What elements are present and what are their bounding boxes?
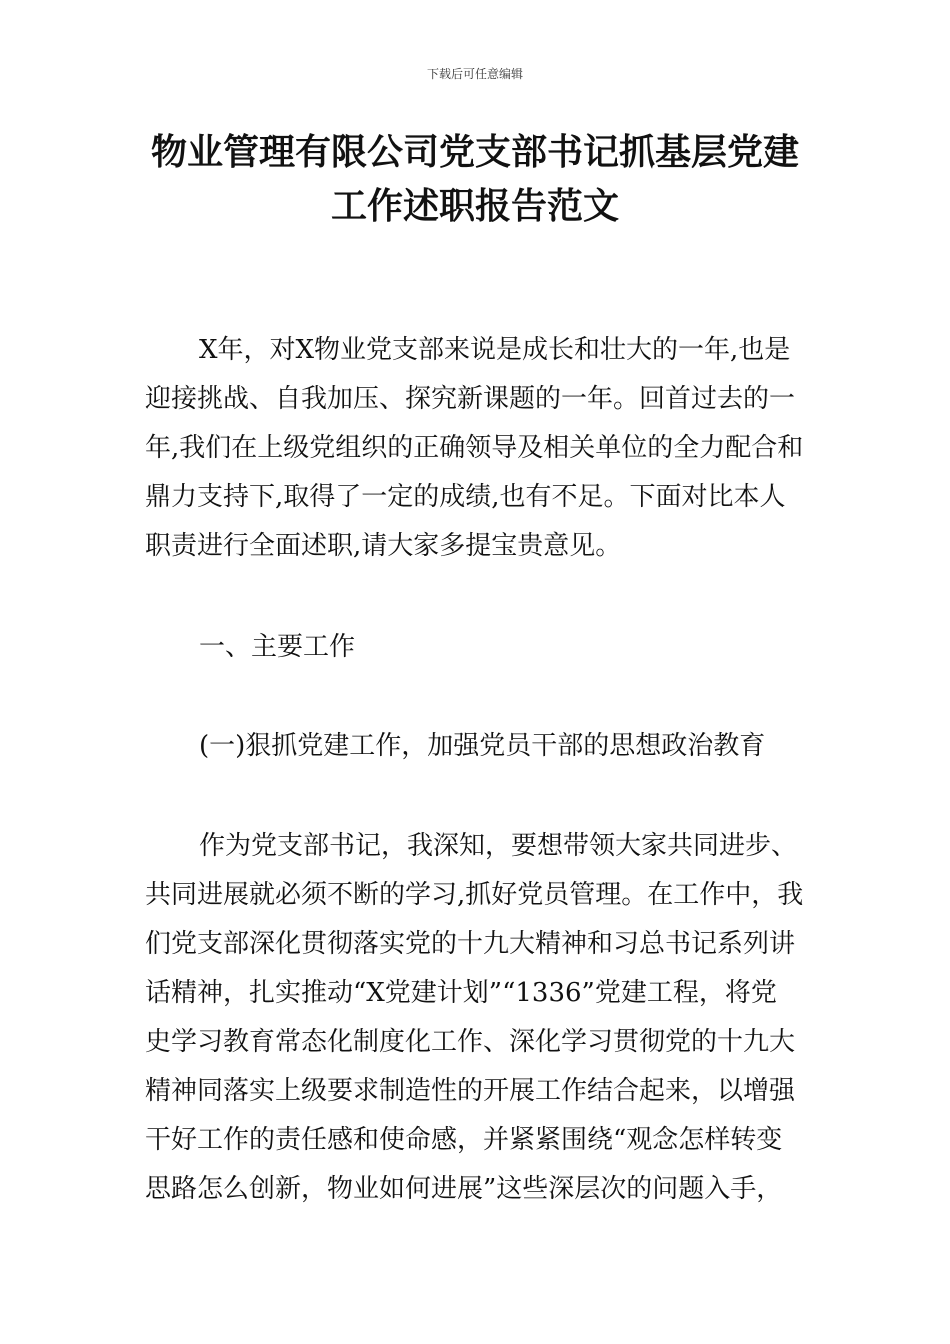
intro-paragraph [145,326,807,571]
paragraph-line: 精神同落实上级要求制造性的开展工作结合起来，以增强 [145,1076,796,1106]
paragraph-line: 迎接挑战、自我加压、探究新课题的一年。回首过去的一 [145,384,796,414]
paragraph-line: 共同进展就必须不断的学习,抓好党员管理。在工作中，我 [145,880,804,910]
subsection-heading: (一)狠抓党建工作，加强党员干部的思想政治教育 [199,731,766,761]
body-paragraph [145,822,807,1214]
paragraph-line: 思路怎么创新，物业如何进展”这些深层次的问题入手， [145,1174,783,1204]
paragraph-line: 史学习教育常态化制度化工作、深化学习贯彻党的十九大 [145,1027,796,1057]
document-title-line-1: 物业管理有限公司党支部书记抓基层党建 [150,132,799,173]
header-note: 下载后可任意编辑 [426,67,523,81]
paragraph-line: 鼎力支持下,取得了一定的成绩,也有不足。下面对比本人 [145,482,786,512]
paragraph-line: 作为党支部书记，我深知，要想带领大家共同进步、 [199,831,798,861]
section-heading: 一、主要工作 [199,632,356,662]
paragraph-line: 年,我们在上级党组织的正确领导及相关单位的全力配合和 [145,433,804,463]
paragraph-line: X年，对X物业党支部来说是成长和壮大的一年,也是 [199,335,791,365]
paragraph-line: 职责进行全面述职,请大家多提宝贵意见。 [145,531,622,561]
paragraph-line: 干好工作的责任感和使命感，并紧紧围绕“观念怎样转变 [145,1125,783,1155]
document-title [140,126,810,234]
document-title-line-2: 工作述职报告范文 [330,186,619,227]
paragraph-line: 们党支部深化贯彻落实党的十九大精神和习总书记系列讲 [145,929,796,959]
paragraph-line: 话精神，扎实推动“X党建计划”“1336”党建工程，将党 [145,978,777,1008]
